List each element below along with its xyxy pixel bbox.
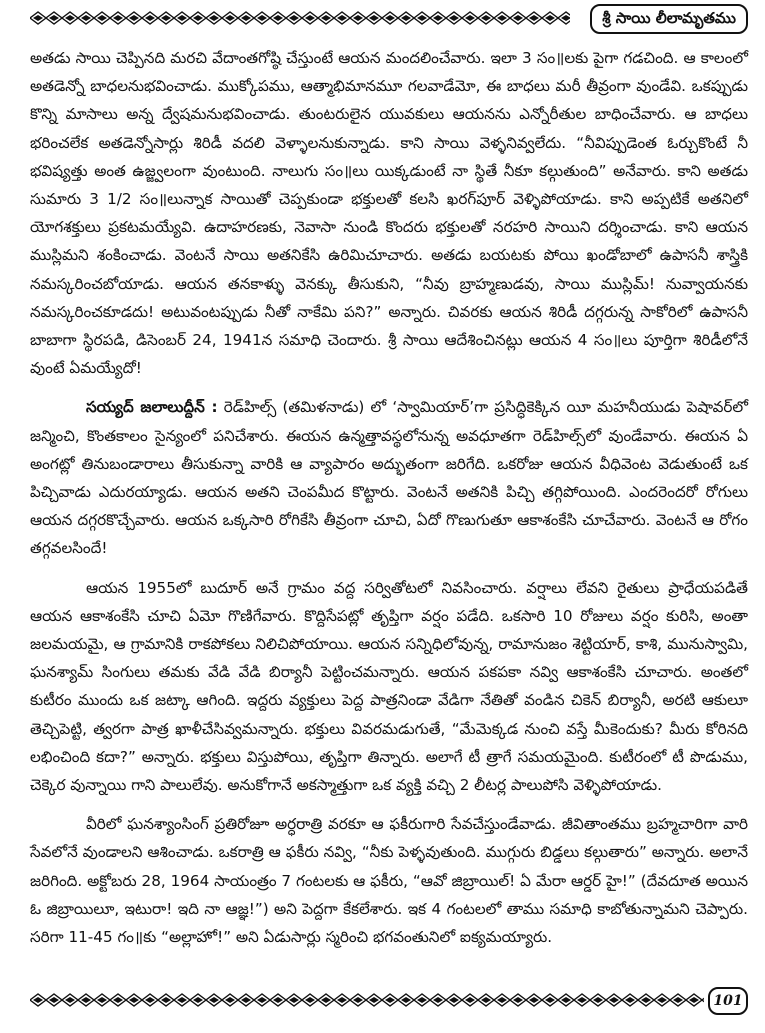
header-ornament-border <box>30 11 570 25</box>
paragraph-2 <box>30 393 748 562</box>
page-footer <box>30 987 748 1013</box>
paragraph-2-text: రెడ్‌హిల్స్ (తమిళనాడు) లో ‘స్వామియార్’గా ప్రసిద్ధికెక్కిన యీ మహనీయుడు పెషావర్‌లో జన్మించి, కొంతకాలం సైన్యంలో పనిచేశారు. ఈయన ఉన్మత్తావస్థలోనున్న అవధూతగా రెడ్‌హిల్స్‌లో వుండేవారు. ఈయన ఏ అంగట్లో తినుబండారాలు తీసుకున్నా వారికి ఆ వ్యాపారం అద్భుతంగా జరిగేది. ఒకరోజు ఆయన వీధివెంట వెడుతుంటే ఒక పిచ్చివాడు ఎదురయ్యాడు. ఆయన అతని చెంపమీద కొట్టారు. వెంటనే అతనికి పిచ్చి తగ్గిపోయింది. ఎందరెందరో రోగులు ఆయన దగ్గరకొచ్చేవారు. ఆయన ఒక్కసారి రోగికేసి తీవ్రంగా చూచి, ఏదో గొణుగుతూ ఆకాశంకేసి చూచేవారు. వెంటనే ఆ రోగం తగ్గవలసిందే! <box>30 398 748 558</box>
paragraph-4 <box>30 810 748 951</box>
running-title: శ్రీ సాయి లీలామృతము <box>590 4 748 34</box>
page-body <box>30 44 748 962</box>
paragraph-2-heading: సయ్యద్ జలాలుద్దీన్ : <box>86 398 218 417</box>
paragraph-3-text: ఆయన 1955లో బుదూర్ అనే గ్రామం వద్ద సర్వితోటలో నివసించారు. వర్షాలు లేవని రైతులు ప్రాధేయపడితే ఆయన ఆకాశంకేసి చూచి ఏమో గొణిగేవారు. కొద్దిసేపట్లో తృప్తిగా వర్షం పడేది. ఒకసారి 10 రోజులు వర్షం కురిసి, అంతా జలమయమై, ఆ గ్రామానికి రాకపోకలు నిలిచిపోయాయి. ఆయన సన్నిధిలోవున్న, రామానుజం శెట్టియార్, కాశి, మునుస్వామి, ఘనశ్యామ్ సింగులు తమకు వేడి వేడి బిర్యానీ పెట్టించమన్నారు. ఆయన పకపకా నవ్వి ఆకాశంకేసి చూచారు. అంతలో కుటీరం ముందు ఒక జట్కా ఆగింది. ఇద్దరు వ్యక్తులు పెద్ద పాత్రనిండా వేడిగా నేతితో వండిన చికెన్ బిర్యానీ, అరటి ఆకులూ తెచ్చిపెట్టి, త్వరగా పాత్ర ఖాళీచేసివ్వమన్నారు. భక్తులు వివరమడుగుతే, “మేమెక్కడ నుంచి వస్తే మీకెందుకు? మీరు కోరినది లభించింది కదా?” అన్నారు. భక్తులు విస్తుపోయి, తృప్తిగా తిన్నారు. అలాగే టీ త్రాగే సమయమైంది. కుటీరంలో టీ పొడుము, చెక్కెర వున్నాయి గాని పాలులేవు. అనుకోగానే అకస్మాత్తుగా ఒక వ్యక్తి వచ్చి 2 లీటర్ల పాలుపోసి వెళ్ళిపోయాడు. <box>30 578 748 795</box>
paragraph-4-text: వీరిలో ఘనశ్యాంసింగ్ ప్రతిరోజూ అర్ధరాత్రి వరకూ ఆ ఫకీరుగారి సేవచేస్తుండేవాడు. జీవితాంతము బ్రహ్మచారిగా వారి సేవలోనే వుండాలని ఆశించాడు. ఒకరాత్రి ఆ ఫకీరు నవ్వి, “నీకు పెళ్ళవుతుంది. ముగ్గురు బిడ్డలు కల్గుతారు” అన్నారు. అలానే జరిగింది. అక్టోబరు 28, 1964 సాయంత్రం 7 గంటలకు ఆ ఫకీరు, “ఆవో జిబ్రాయిల్! ఏ మేరా ఆర్డర్ హై!” (దేవదూత అయిన ఓ జిబ్రాయిలూ, ఇటురా! ఇది నా ఆజ్ఞ!”) అని పెద్దగా కేకలేశారు. ఇక 4 గంటలలో తాము సమాధి కాబోతున్నామని చెప్పారు. సరిగా 11-45 గం॥కు “అల్లాహో!” అని ఏడుసార్లు స్మరించి భగవంతునిలో ఐక్యమయ్యారు. <box>30 815 748 947</box>
paragraph-3 <box>30 574 748 800</box>
page-number: 101 <box>708 987 748 1015</box>
paragraph-1 <box>30 44 748 382</box>
paragraph-1-text: అతడు సాయి చెప్పినది మరచి వేదాంతగోష్ఠి చేస్తుంటే ఆయన మందలించేవారు. ఇలా 3 సం॥లకు పైగా గడచింది. ఆ కాలంలో అతడెన్నో బాధలనుభవించాడు. ముక్కోపము, ఆత్మాభిమానమూ గలవాడేమో, ఈ బాధలు మరీ తీవ్రంగా వుండేవి. ఒకప్పుడు కొన్ని మాసాలు అన్న ద్వేషమనుభవించాడు. తుంటరులైన యువకులు ఆయనను ఎన్నోరీతుల బాధించేవారు. ఆ బాధలు భరించలేక అతడెన్నోసార్లు శిరిడీ వదలి వెళ్ళాలనుకున్నాడు. కాని సాయి వెళ్ళనివ్వలేదు. “నీవిప్పుడెంత ఓర్చుకొంటే నీ భవిష్యత్తు అంత ఉజ్జ్వలంగా వుంటుంది. నాలుగు సం॥లు యిక్కడుంటే నా స్థితే నీకూ కల్గుతుంది” అనేవారు. కాని అతడు సుమారు 3 1/2 సం॥లున్నాక సాయితో చెప్పకుండా భక్తులతో కలసి ఖరగ్‌పూర్ వెళ్ళిపోయాడు. కాని అప్పటికే అతనిలో యోగశక్తులు ప్రకటమయ్యేవి. ఉదాహరణకు, నెవాసా నుండి కొందరు భక్తులతో నరహరి సాయిని దర్శించాడు. కాని ఆయన ముస్లిమని శంకించాడు. వెంటనే సాయి అతనికేసి ఉరిమిచూచారు. అతడు బయటకు పోయి ఖండోబాలో ఉపాసనీ శాస్త్రికి నమస్కరించబోయాడు. ఆయన తనకాళ్ళు వెనక్కు తీసుకుని, “నీవు బ్రాహ్మణుడవు, సాయి ముస్లిమ్! నువ్వాయనకు నమస్కరించకూడదు! అటువంటప్పుడు నీతో నాకేమి పని?” అన్నారు. చివరకు ఆయన శిరిడీ దగ్గరున్న సాకోరిలో ఉపాసనీ బాబాగా స్థిరపడి, డిసెంబర్ 24, 1941న సమాధి చెందారు. శ్రీ సాయి ఆదేశించినట్లు ఆయన 4 సం॥లు పూర్తిగా శిరిడీలోనే వుంటే ఏమయ్యేదో! <box>30 49 748 378</box>
footer-ornament-border <box>30 993 704 1007</box>
page-header <box>30 4 748 32</box>
